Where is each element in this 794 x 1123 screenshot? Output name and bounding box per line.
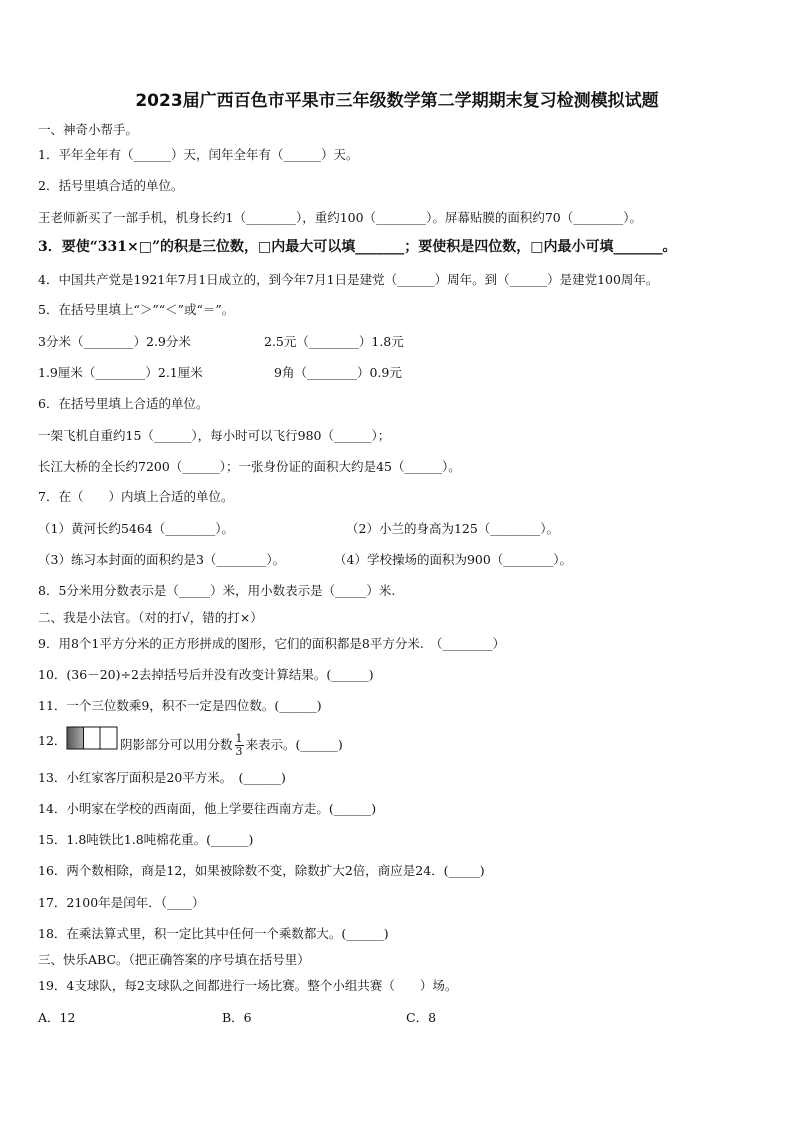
question-2-text: 王老师新买了一部手机，机身长约1（________），重约100（________）。屏幕贴膜的面积约70（________）。 bbox=[38, 210, 642, 225]
question-6-item-b: 长江大桥的全长约7200（______）；一张身份证的面积大约是45（______）。 bbox=[38, 459, 461, 474]
question-4: 4．中国共产党是1921年7月1日成立的，到今年7月1日是建党（______）周年。到（______）是建党100周年。 bbox=[38, 272, 659, 287]
option-b: B．6 bbox=[222, 1010, 252, 1025]
fraction-denominator: 3 bbox=[235, 745, 243, 758]
blank-part bbox=[100, 727, 117, 749]
question-8: 8．5分米用分数表示是（_____）米，用小数表示是（_____）米. bbox=[38, 583, 396, 598]
fraction-numerator: 1 bbox=[235, 732, 243, 745]
question-7: 7．在（ ）内填上合适的单位。 bbox=[38, 489, 234, 504]
option-c: C．8 bbox=[406, 1010, 437, 1025]
question-1: 1．平年全年有（______）天，闰年全年有（______）天。 bbox=[38, 147, 359, 162]
question-11: 11．一个三位数乘9，积不一定是四位数。(______) bbox=[38, 698, 322, 713]
question-7-item-3: （3）练习本封面的面积约是3（________）。 bbox=[38, 552, 286, 567]
section-heading-1: 一、神奇小帮手。 bbox=[38, 122, 139, 137]
blank-part bbox=[84, 727, 101, 749]
question-7-item-4: （4）学校操场的面积为900（________）。 bbox=[334, 552, 573, 567]
question-12-mid: 阴影部分可以用分数 bbox=[120, 737, 233, 752]
page-title: 2023届广西百色市平果市三年级数学第二学期期末复习检测模拟试题 bbox=[135, 91, 659, 111]
option-a: A．12 bbox=[38, 1010, 76, 1025]
question-9: 9．用8个1平方分米的正方形拼成的图形，它们的面积都是8平方分米. （________） bbox=[38, 636, 506, 651]
question-19: 19．4支球队，每2支球队之间都进行一场比赛。整个小组共赛（ ）场。 bbox=[38, 978, 458, 993]
question-16: 16．两个数相除，商是12，如果被除数不变，除数扩大2倍，商应是24．(_____) bbox=[38, 863, 485, 878]
question-12-text bbox=[120, 733, 343, 758]
question-5: 5．在括号里填上“＞”“＜”或“＝”。 bbox=[38, 302, 235, 317]
question-10: 10．(36－20)÷2去掉括号后并没有改变计算结果。(______) bbox=[38, 667, 374, 682]
question-6-item-a: 一架飞机自重约15（______），每小时可以飞行980（______）； bbox=[38, 428, 391, 443]
question-5-item-c: 1.9厘米（________）2.1厘米 bbox=[38, 365, 203, 380]
section-heading-2: 二、我是小法官。（对的打√，错的打×） bbox=[38, 610, 263, 625]
section-heading-3: 三、快乐ABC。（把正确答案的序号填在括号里） bbox=[38, 952, 310, 967]
question-5-item-b: 2.5元（________）1.8元 bbox=[264, 334, 404, 349]
question-13: 13．小红家客厅面积是20平方米。 (______) bbox=[38, 770, 286, 785]
question-15: 15．1.8吨铁比1.8吨棉花重。(______) bbox=[38, 832, 254, 847]
question-14: 14．小明家在学校的西南面，他上学要往西南方走。(______) bbox=[38, 801, 377, 816]
one-third-fraction bbox=[235, 733, 244, 758]
shaded-part bbox=[67, 727, 84, 749]
question-5-item-d: 9角（________）0.9元 bbox=[274, 365, 402, 380]
question-17: 17．2100年是闰年．（____） bbox=[38, 895, 205, 910]
question-18: 18．在乘法算式里，积一定比其中任何一个乘数都大。(______) bbox=[38, 926, 389, 941]
question-5-item-a: 3分米（________）2.9分米 bbox=[38, 334, 191, 349]
question-7-item-2: （2）小兰的身高为125（________）。 bbox=[346, 521, 560, 536]
three-part-rectangle-figure bbox=[66, 726, 118, 750]
question-6: 6．在括号里填上合适的单位。 bbox=[38, 396, 209, 411]
question-2: 2．括号里填合适的单位。 bbox=[38, 178, 184, 193]
question-3: 3．要使“331×□”的积是三位数，□内最大可以填_______；要使积是四位数，□内最小可填_______。 bbox=[38, 239, 677, 255]
question-12-number: 12． bbox=[38, 733, 67, 748]
question-12-post: 来表示。(______) bbox=[245, 737, 343, 752]
question-7-item-1: （1）黄河长约5464（________）。 bbox=[38, 521, 235, 536]
